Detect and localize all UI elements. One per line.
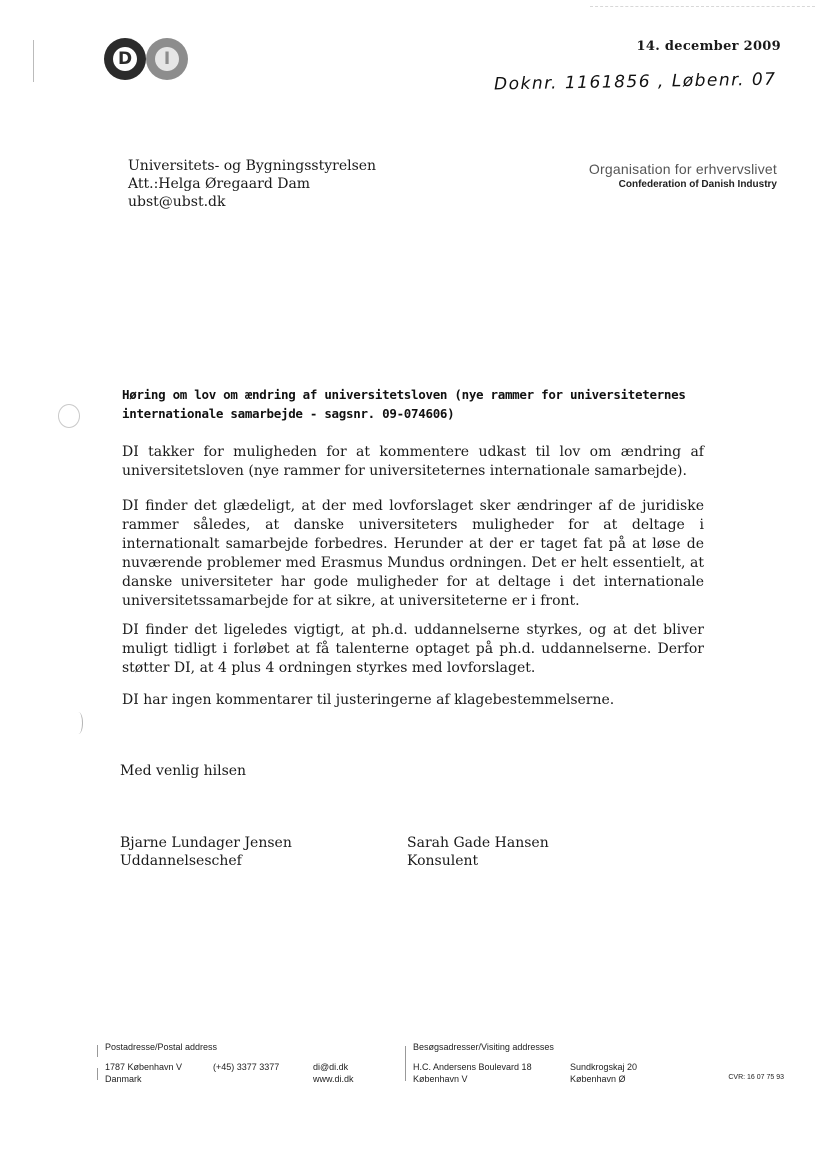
body-paragraph: DI finder det glædeligt, at der med lovforslaget sker ændringer af de juridiske rammer således, at danske universiteters muligheder for at deltage i internationalt samarbejde forbedres. Herunder at der er taget fat på at løse de nuværende problemer med Erasmus Mundus ordningen. Det er helt essentielt, at danske universiteter har gode muligheder for at deltage i det internationale universitetssamarbejde for at sikre, at universiteterne er i front. bbox=[122, 498, 704, 609]
di-logo bbox=[104, 38, 190, 80]
postal-address-label: Postadresse/Postal address bbox=[105, 1042, 218, 1052]
organisation-tagline bbox=[589, 161, 777, 190]
signer-title: Konsulent bbox=[407, 853, 479, 869]
logo-letter-i: I bbox=[155, 47, 179, 71]
footer-divider bbox=[405, 1046, 406, 1081]
pencil-mark bbox=[74, 712, 83, 734]
body-paragraph: DI finder det ligeledes vigtigt, at ph.d. uddannelserne styrkes, og at det bliver muligt tidligt i forløbet at få talenterne optaget på ph.d. uddannelserne. Derfor støtter DI, at 4 plus 4 ordningen styrkes med lovforslaget. bbox=[122, 622, 704, 676]
body-paragraph: DI har ingen kommentarer til justeringerne af klagebestemmelserne. bbox=[122, 692, 615, 708]
visiting-city: København V bbox=[413, 1074, 468, 1084]
handwritten-document-number: Doknr. 1161856 , Løbenr. 07 bbox=[493, 69, 777, 95]
recipient-address bbox=[128, 157, 376, 211]
closing-greeting: Med venlig hilsen bbox=[120, 763, 247, 779]
website-address: www.di.dk bbox=[313, 1074, 354, 1084]
signature-block bbox=[120, 834, 292, 870]
footer-divider bbox=[97, 1068, 98, 1080]
visiting-address-1 bbox=[413, 1061, 532, 1085]
organisation-name-english: Confederation of Danish Industry bbox=[618, 179, 777, 190]
scan-edge-mark bbox=[33, 40, 34, 82]
recipient-line: Att.:Helga Øregaard Dam bbox=[128, 176, 311, 192]
signer-name: Sarah Gade Hansen bbox=[407, 835, 549, 851]
postal-street: 1787 København V bbox=[105, 1062, 183, 1072]
logo-letter-d: D bbox=[113, 47, 137, 71]
visiting-street: H.C. Andersens Boulevard 18 bbox=[413, 1062, 532, 1072]
letter-subject: Høring om lov om ændring af universitetsloven (nye rammer for universiteternes internationale samarbejde - sagsnr. 09-074606) bbox=[122, 387, 686, 421]
footer-divider bbox=[97, 1045, 98, 1057]
scan-edge-line bbox=[590, 6, 815, 7]
recipient-line: Universitets- og Bygningsstyrelsen bbox=[128, 158, 377, 174]
visiting-street: Sundkrogskaj 20 bbox=[570, 1062, 638, 1072]
logo-disc-d bbox=[104, 38, 146, 80]
email-address: di@di.dk bbox=[313, 1062, 349, 1072]
punch-hole-mark bbox=[58, 404, 80, 428]
signer-name: Bjarne Lundager Jensen bbox=[120, 835, 292, 851]
cvr-number: CVR: 16 07 75 93 bbox=[728, 1074, 784, 1081]
visiting-address-2 bbox=[570, 1061, 637, 1085]
visiting-address-label: Besøgsadresser/Visiting addresses bbox=[413, 1042, 554, 1052]
signature-block bbox=[407, 834, 549, 870]
phone-number: (+45) 3377 3377 bbox=[213, 1062, 280, 1072]
recipient-email: ubst@ubst.dk bbox=[128, 194, 226, 210]
postal-country: Danmark bbox=[105, 1074, 142, 1084]
postal-address bbox=[105, 1061, 182, 1085]
logo-disc-i bbox=[146, 38, 188, 80]
organisation-name-danish: Organisation for erhvervslivet bbox=[588, 161, 777, 177]
letter-date: 14. december 2009 bbox=[636, 39, 781, 54]
signer-title: Uddannelseschef bbox=[120, 853, 242, 869]
visiting-city: København Ø bbox=[570, 1074, 626, 1084]
body-paragraph: DI takker for muligheden for at kommentere udkast til lov om ændring af universitetsloven (nye rammer for universiteternes internationale samarbejde). bbox=[122, 444, 704, 479]
contact-links bbox=[313, 1061, 354, 1085]
